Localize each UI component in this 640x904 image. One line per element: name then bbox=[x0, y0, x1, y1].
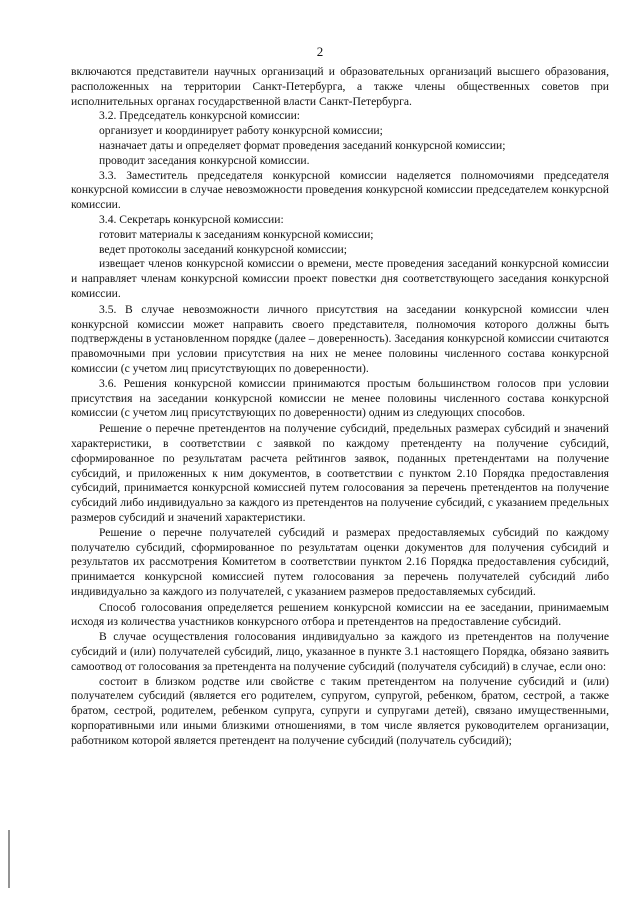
page-number: 2 bbox=[316, 44, 324, 59]
paragraph-3-3: 3.3. Заместитель председателя конкурсной комиссии наделяется полномочиями председателя конкурсной комиссии в случае невозможности проведения конкурсной комиссии председателем конкурсной комиссии. bbox=[71, 168, 609, 212]
paragraph-decision-applicants: Решение о перечне претендентов на получение субсидий, предельных размерах субсидий и значений характеристики, в соответствии с заявкой по каждому претенденту на получение субсидий, сформированное по результатам расчета рейтингов заявок, поданных претендентами на получение субсидий, и приложенных к ним документов, в соответствии с пунктом 2.10 Порядка предоставления субсидий, принимается конкурсной комиссией путем голосования за перечень претендентов на получение субсидий либо индивидуально за каждого из претендентов на получение субсидий, с указанием предельных размеров субсидий и значений характеристики. bbox=[71, 422, 609, 524]
paragraph-decision-recipients: Решение о перечне получателей субсидий и размерах предоставляемых субсидий по каждому получателю субсидий, сформированное по результатам оценки документов для получения субсидий и результатов их рассмотрения Комитетом в соответствии пунктом 2.16 Порядка предоставления субсидий, принимается конкурсной комиссией путем голосования за перечень получателей субсидий либо индивидуально за каждого из получателей, с указанием размеров предоставляемых субсидий. bbox=[71, 525, 609, 598]
paragraph-self-recusal: В случае осуществления голосования индивидуально за каждого из претендентов на получение субсидий и (или) получателей субсидий, лицо, указанное в пункте 3.1 настоящего Порядка, обязано заявить самоотвод от голосования за претендента на получение субсидий (получателя субсидий) в случае, если оно: bbox=[71, 630, 609, 673]
paragraph-3-4-item-1: готовит материалы к заседаниям конкурсной комиссии; bbox=[99, 227, 374, 241]
paragraph-3-4-title: 3.4. Секретарь конкурсной комиссии: bbox=[99, 212, 284, 226]
paragraph-3-2-item-2: назначает даты и определяет формат проведения заседаний конкурсной комиссии; bbox=[99, 138, 506, 152]
paragraph-3-5: 3.5. В случае невозможности личного присутствия на заседании конкурсной комиссии член конкурсной комиссии может направить своего представителя, полномочия которого должны быть подтверждены в установленном порядке (далее – доверенность). Заседания конкурсной комиссии считаются правомочными при условии присутствия на них не менее половины численного состава конкурсной комиссии (с учетом лиц присутствующих по доверенности). bbox=[71, 302, 609, 375]
paragraph-3-2-title: 3.2. Председатель конкурсной комиссии: bbox=[99, 109, 300, 123]
paragraph-3-2-item-1: организует и координирует работу конкурсной комиссии; bbox=[99, 124, 383, 138]
paragraph-3-2-item-3: проводит заседания конкурсной комиссии. bbox=[99, 153, 310, 167]
paragraph-3-4-item-2: ведет протоколы заседаний конкурсной комиссии; bbox=[99, 242, 347, 256]
document-body bbox=[71, 65, 609, 749]
paragraph-commission-members: включаются представители научных организаций и образовательных организаций высшего образования, расположенных на территории Санкт-Петербурга, а также члены общественных советов при исполнительных органах государственной власти Санкт-Петербурга. bbox=[71, 65, 609, 108]
paragraph-3-6: 3.6. Решения конкурсной комиссии принимаются простым большинством голосов при условии присутствия на заседании конкурсной комиссии не менее половины численного состава конкурсной комиссии (с учетом лиц присутствующих по доверенности) одним из следующих способов. bbox=[71, 376, 609, 420]
paragraph-voting-method: Способ голосования определяется решением конкурсной комиссии на ее заседании, принимаемым исходя из количества участников конкурсного отбора и претендентов на предоставление субсидий. bbox=[71, 600, 609, 629]
paragraph-3-4-item-3: извещает членов конкурсной комиссии о времени, месте проведения заседаний конкурсной комиссии и направляет членам конкурсной комиссии проект повестки дня соответствующего заседания конкурсной комиссии. bbox=[71, 257, 609, 300]
scan-edge-mark bbox=[8, 830, 10, 888]
paragraph-kinship: состоит в близком родстве или свойстве с таким претендентом на получение субсидий и (или) получателем субсидий (является его родителем, супругом, супругой, ребенком, братом, сестрой, а также братом, сестрой, родителем, ребенком супруга, супруги и супругами детей), связано имущественными, корпоративными или иными близкими отношениями, в том числе является руководителем организации, работником которой является претендент на получение субсидий (получатель субсидий); bbox=[71, 674, 609, 747]
